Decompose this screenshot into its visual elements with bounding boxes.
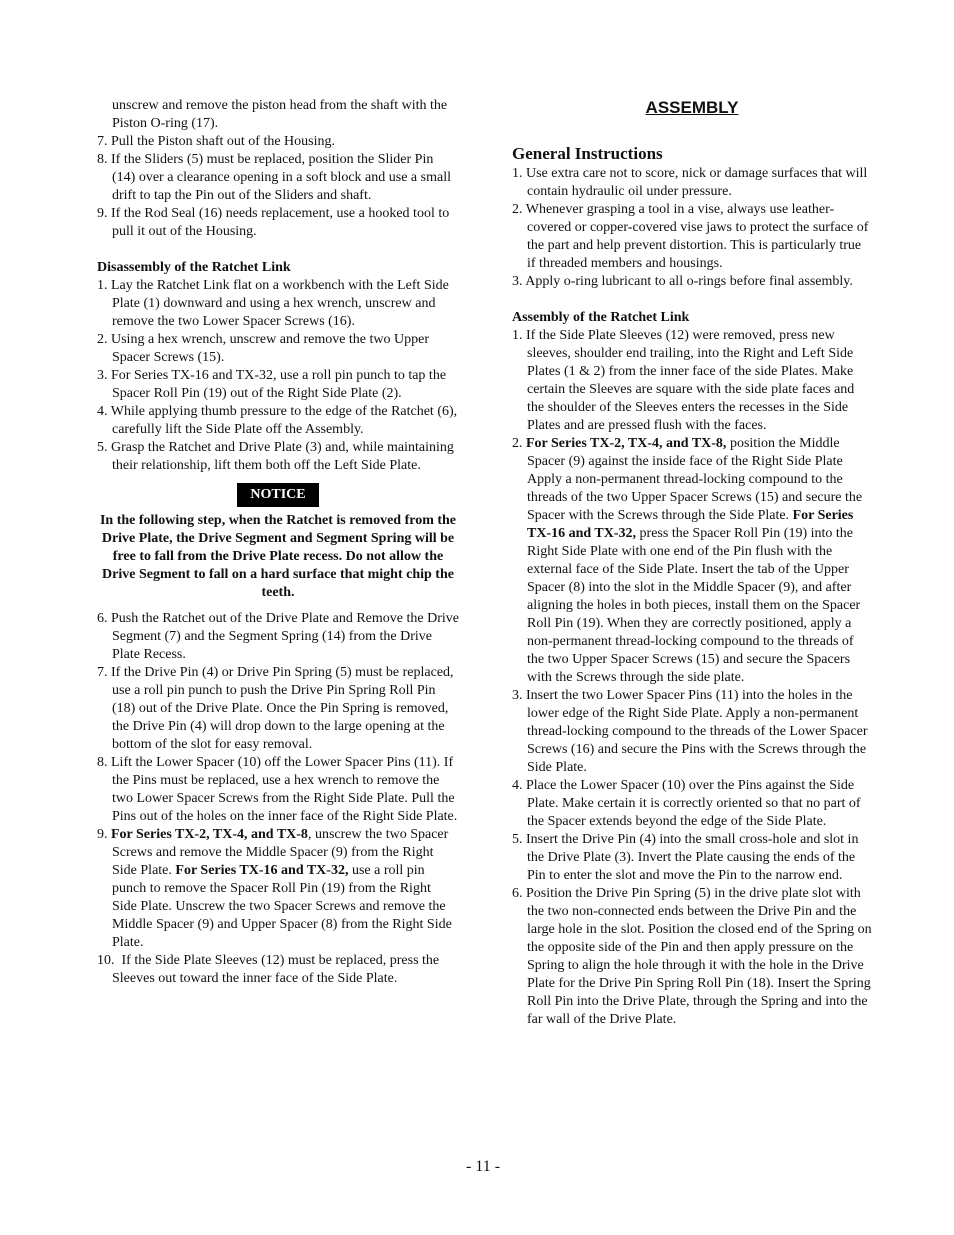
page-title: ASSEMBLY xyxy=(645,98,739,117)
step-text: Lift the Lower Spacer (10) off the Lower Spacer Pins (11). If the Pins must be replaced, use a hex wrench to remove the two Lower Spacer Screws from the Right Side Plate. Pull the Pins out of the holes on the inner face of the Right Side Plate. xyxy=(111,755,458,824)
list-item xyxy=(97,439,459,475)
step-text: press the Spacer Roll Pin (19) into the Right Side Plate with one end of the Pin flush with the external face of the Side Plate. Insert the tab of the Upper Spacer (8) into the slot in the Middle Spacer (9), and after aligning the holes in both pieces, install them on the Spacer Roll Pin (19). When they are correctly positioned, apply a non-permanent thread-locking compound to the threads of the two Upper Spacer Screws (15) and secure the Spacers with the Screws through the side plate. xyxy=(527,526,861,685)
list-item xyxy=(512,831,872,885)
list-item xyxy=(512,435,872,687)
list-item xyxy=(512,165,872,201)
list-item xyxy=(512,777,872,831)
step-text: , unscrew the two Spacer Screws and remove the Middle Spacer (9) from the Right Side Plate. xyxy=(112,827,449,878)
right-column xyxy=(512,97,872,1029)
step-text: unscrew and remove the piston head from the shaft with the Piston O-ring (17). xyxy=(112,98,448,131)
step-number: 5. xyxy=(512,832,523,847)
list-item xyxy=(97,97,459,133)
list-item xyxy=(97,754,459,826)
step-text: Position the Drive Pin Spring (5) in the drive plate slot with the two non-connected ends between the Drive Pin and the large hole in the slot. Position the closed end of the Spring on the opposite side of the Pin and then apply pressure on the Spring to align the hole through it with the hole in the Drive Plate for the Drive Pin Spring Roll Pin (18). Insert the Spring Roll Pin into the Drive Plate, through the Spring and into the far wall of the Drive Plate. xyxy=(526,886,872,1027)
step-number: 4. xyxy=(512,778,523,793)
notice-block xyxy=(97,483,459,507)
step-number: 3. xyxy=(512,688,523,703)
step-text: If the Side Plate Sleeves (12) were removed, press new sleeves, shoulder end trailing, into the Right and Left Side Plates (1 & 2) from the inner face of the side Plates. Make certain the Sleeves are square with the side plate faces and the shoulder of the Sleeves enters the recesses in the Side Plates and are pressed flush with the faces. xyxy=(526,328,855,433)
list-item xyxy=(97,664,459,754)
step-text: position the Middle Spacer (9) against the inside face of the Right Side Plate Apply a non-permanent thread-locking compound to the threads of the two Upper Spacer Screws (15) and secure the Spacer with the Screws through the Side Plate. xyxy=(527,436,863,523)
list-item xyxy=(512,273,872,291)
list-item xyxy=(97,277,459,331)
step-number: 6. xyxy=(97,611,108,626)
step-text: use a roll pin punch to remove the Spacer Roll Pin (19) from the Right Side Plate. Unscrew the two Spacer Screws and remove the Middle Spacer (9) and Upper Spacer (8) from the Right Side Plate. xyxy=(112,863,452,950)
list-item xyxy=(512,885,872,1029)
list-item xyxy=(97,610,459,664)
step-text: Lay the Ratchet Link flat on a workbench with the Left Side Plate (1) downward and using a hex wrench, unscrew and remove the two Lower Spacer Screws (16). xyxy=(111,278,449,329)
list-item xyxy=(97,133,459,151)
step-number: 4. xyxy=(97,404,108,419)
step-text: If the Sliders (5) must be replaced, position the Slider Pin (14) over a clearance opening in a soft block and use a small drift to tap the Pin out of the Sliders and shaft. xyxy=(111,152,451,203)
step-number: 2. xyxy=(512,436,523,451)
page-number: - 11 - xyxy=(465,1158,501,1175)
left-column xyxy=(97,97,459,988)
list-item xyxy=(97,331,459,367)
step-number: 2. xyxy=(512,202,523,217)
step-number: 9. xyxy=(97,206,108,221)
series-label: For Series TX-2, TX-4, and TX-8 xyxy=(111,827,308,842)
step-number: 7. xyxy=(97,134,108,149)
step-number: 1. xyxy=(512,166,523,181)
series-label: For Series TX-16 and TX-32, xyxy=(175,863,349,878)
list-item xyxy=(512,327,872,435)
list-item xyxy=(97,205,459,241)
step-text: Place the Lower Spacer (10) over the Pins against the Side Plate. Make certain it is correctly oriented so that no part of the Spacer extends beyond the edge of the Side Plate. xyxy=(526,778,861,829)
step-number: 7. xyxy=(97,665,108,680)
step-number: 2. xyxy=(97,332,108,347)
step-text: Use extra care not to score, nick or damage surfaces that will contain hydraulic oil under pressure. xyxy=(526,166,868,199)
step-text: Apply o-ring lubricant to all o-rings before final assembly. xyxy=(525,274,853,289)
notice-text: In the following step, when the Ratchet is removed from the Drive Plate, the Drive Segment and Segment Spring will be free to fall from the Drive Plate recess. Do not allow the Drive Segment to fall on a hard surface that might chip the teeth. xyxy=(99,513,457,600)
step-number: 10. xyxy=(97,953,115,968)
step-number: 5. xyxy=(97,440,108,455)
series-label: For Series TX-16 and TX-32, xyxy=(527,508,854,541)
step-number: 8. xyxy=(97,152,108,167)
step-text: Using a hex wrench, unscrew and remove the two Upper Spacer Screws (15). xyxy=(111,332,430,365)
step-text: If the Rod Seal (16) needs replacement, use a hooked tool to pull it out of the Housing. xyxy=(111,206,450,239)
list-item xyxy=(97,403,459,439)
section-heading: General Instructions xyxy=(512,144,663,163)
series-label: For Series TX-2, TX-4, and TX-8, xyxy=(526,436,727,451)
step-text: Pull the Piston shaft out of the Housing. xyxy=(111,134,335,149)
list-item xyxy=(512,687,872,777)
step-text: Insert the Drive Pin (4) into the small cross-hole and slot in the Drive Plate (3). Invert the Plate causing the ends of the Pin to enter the slot and move the Pin to the narrow end. xyxy=(526,832,859,883)
step-number: 1. xyxy=(512,328,523,343)
list-item xyxy=(97,151,459,205)
section-heading: Disassembly of the Ratchet Link xyxy=(97,260,291,275)
step-number: 3. xyxy=(97,368,108,383)
list-item xyxy=(97,826,459,952)
step-text: If the Drive Pin (4) or Drive Pin Spring (5) must be replaced, use a roll pin punch to push the Drive Pin Spring Roll Pin (18) out of the Drive Plate. Once the Pin Spring is removed, the Drive Pin (4) will drop down to the large opening at the bottom of the slot for easy removal. xyxy=(111,665,454,752)
step-text: Push the Ratchet out of the Drive Plate and Remove the Drive Segment (7) and the Segment Spring (14) from the Drive Plate Recess. xyxy=(111,611,459,662)
step-number: 9. xyxy=(97,827,108,842)
step-number: 6. xyxy=(512,886,523,901)
step-text: Whenever grasping a tool in a vise, always use leather-covered or copper-covered vise jaws to protect the surface of the part and help prevent distortion. This is particularly true if threaded members and housings. xyxy=(525,202,869,271)
step-number: 1. xyxy=(97,278,108,293)
list-item xyxy=(97,952,459,988)
step-text: Insert the two Lower Spacer Pins (11) into the holes in the lower edge of the Right Side Plate. Apply a non-permanent thread-locking compound to the threads of the Lower Spacer Screws (16) and secure the Pins with the Screws through the Side Plate. xyxy=(526,688,868,775)
list-item xyxy=(512,201,872,273)
step-text: For Series TX-16 and TX-32, use a roll pin punch to tap the Spacer Roll Pin (19) out of the Right Side Plate (2). xyxy=(111,368,447,401)
step-number: 8. xyxy=(97,755,108,770)
notice-badge: NOTICE xyxy=(237,483,318,507)
step-number: 3. xyxy=(512,274,523,289)
step-text: If the Side Plate Sleeves (12) must be replaced, press the Sleeves out toward the inner face of the Side Plate. xyxy=(112,953,440,986)
section-heading: Assembly of the Ratchet Link xyxy=(512,310,690,325)
step-text: Grasp the Ratchet and Drive Plate (3) and, while maintaining their relationship, lift them both off the Left Side Plate. xyxy=(111,440,454,473)
step-text: While applying thumb pressure to the edge of the Ratchet (6), carefully lift the Side Plate off the Assembly. xyxy=(110,404,458,437)
list-item xyxy=(97,367,459,403)
